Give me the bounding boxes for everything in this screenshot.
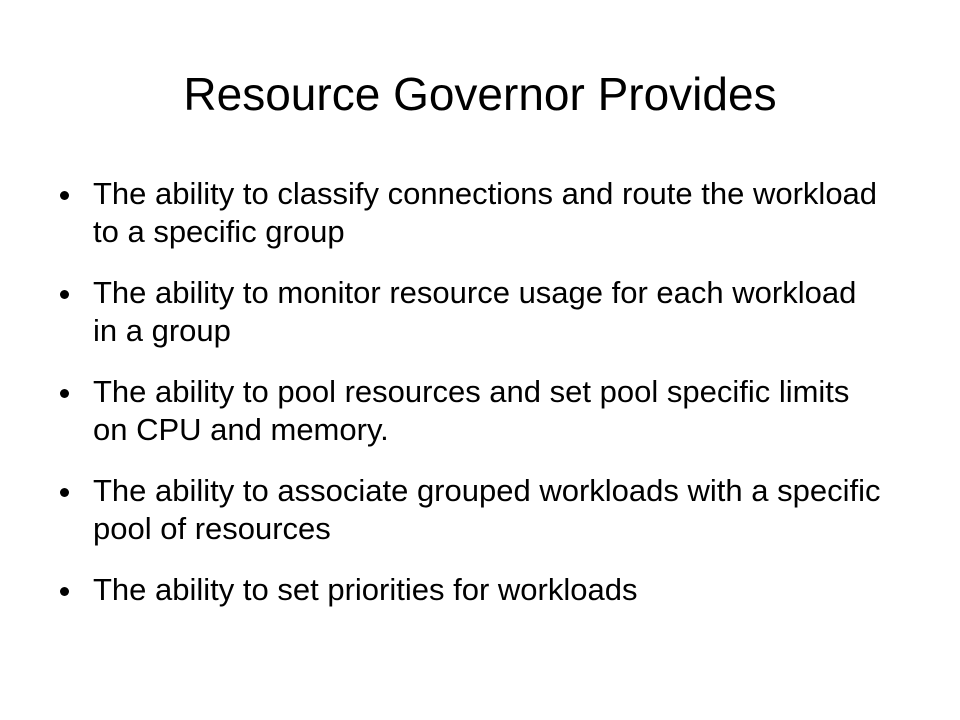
bullet-item: [56, 373, 886, 449]
bullet-text: The ability to pool resources and set pool specific limits on CPU and memory.: [93, 374, 850, 447]
bullet-item: [56, 274, 886, 350]
bullet-item: [56, 472, 886, 548]
bullet-text: The ability to associate grouped workloads with a specific pool of resources: [93, 473, 881, 546]
bullet-icon: [60, 587, 69, 596]
bullet-item: [56, 175, 886, 251]
bullet-text: The ability to monitor resource usage for each workload in a group: [93, 275, 857, 348]
bullet-icon: [60, 191, 69, 200]
bullet-text: The ability to set priorities for workloads: [93, 572, 638, 607]
bullet-icon: [60, 290, 69, 299]
bullet-icon: [60, 488, 69, 497]
bullet-list: [56, 175, 886, 632]
bullet-text: The ability to classify connections and route the workload to a specific group: [93, 176, 878, 249]
bullet-icon: [60, 389, 69, 398]
bullet-item: [56, 571, 886, 609]
slide-title: Resource Governor Provides: [183, 68, 777, 120]
